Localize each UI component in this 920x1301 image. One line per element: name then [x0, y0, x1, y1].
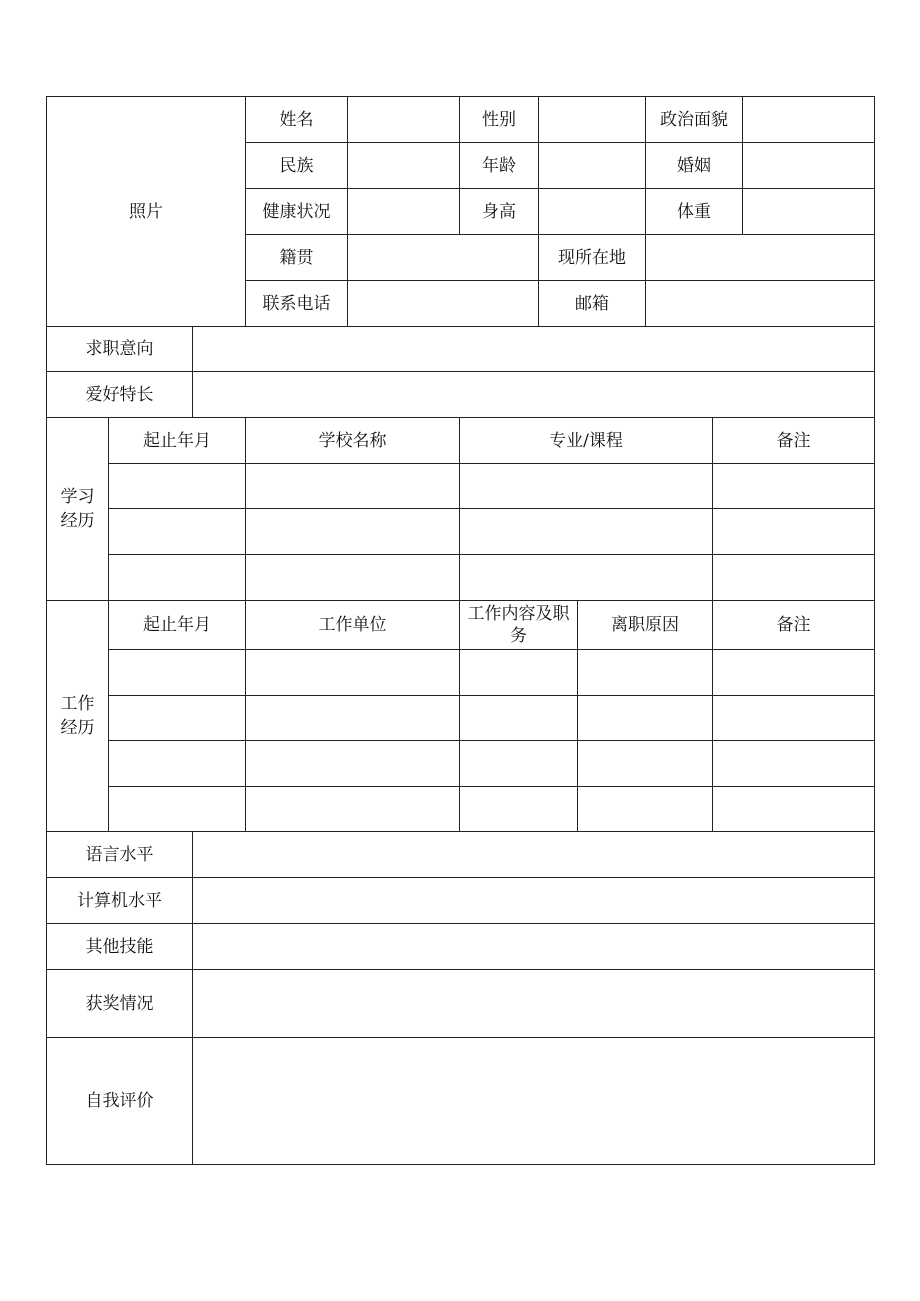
awards-field[interactable] — [192, 969, 875, 1038]
native-place-label: 籍贯 — [245, 234, 348, 281]
health-field[interactable] — [347, 188, 460, 235]
work-cell-employer[interactable] — [245, 649, 460, 696]
ethnicity-label: 民族 — [245, 142, 348, 189]
work-cell-notes[interactable] — [712, 649, 875, 696]
name-field[interactable] — [347, 96, 460, 143]
awards-label: 获奖情况 — [46, 969, 193, 1038]
job-intention-field[interactable] — [192, 326, 875, 372]
political-status-field[interactable] — [742, 96, 875, 143]
edu-cell-school[interactable] — [245, 463, 460, 509]
height-field[interactable] — [538, 188, 646, 235]
language-level-label: 语言水平 — [46, 831, 193, 878]
work-cell-employer[interactable] — [245, 786, 460, 832]
weight-field[interactable] — [742, 188, 875, 235]
work-cell-notes[interactable] — [712, 740, 875, 787]
work-header-period: 起止年月 — [108, 600, 246, 650]
language-level-field[interactable] — [192, 831, 875, 878]
work-cell-notes[interactable] — [712, 695, 875, 741]
political-status-label: 政治面貌 — [645, 96, 743, 143]
phone-label: 联系电话 — [245, 280, 348, 327]
gender-field[interactable] — [538, 96, 646, 143]
edu-header-school: 学校名称 — [245, 417, 460, 464]
photo-cell[interactable] — [46, 96, 246, 327]
edu-cell-school[interactable] — [245, 508, 460, 555]
work-cell-duties[interactable] — [459, 786, 578, 832]
edu-cell-period[interactable] — [108, 463, 246, 509]
edu-cell-notes[interactable] — [712, 554, 875, 601]
ethnicity-field[interactable] — [347, 142, 460, 189]
marital-status-label: 婚姻 — [645, 142, 743, 189]
marital-status-field[interactable] — [742, 142, 875, 189]
edu-header-notes: 备注 — [712, 417, 875, 464]
native-place-field[interactable] — [347, 234, 539, 281]
work-cell-employer[interactable] — [245, 695, 460, 741]
self-evaluation-field[interactable] — [192, 1037, 875, 1165]
work-header-leave-reason: 离职原因 — [577, 600, 713, 650]
hobbies-field[interactable] — [192, 371, 875, 418]
edu-cell-major[interactable] — [459, 463, 713, 509]
other-skills-label: 其他技能 — [46, 923, 193, 970]
email-field[interactable] — [645, 280, 875, 327]
edu-cell-notes[interactable] — [712, 463, 875, 509]
edu-cell-notes[interactable] — [712, 508, 875, 555]
work-cell-leave-reason[interactable] — [577, 740, 713, 787]
education-section-label: 学习 经历 — [46, 417, 109, 601]
current-location-field[interactable] — [645, 234, 875, 281]
age-label: 年龄 — [459, 142, 539, 189]
work-header-notes: 备注 — [712, 600, 875, 650]
height-label: 身高 — [459, 188, 539, 235]
work-cell-period[interactable] — [108, 695, 246, 741]
phone-field[interactable] — [347, 280, 539, 327]
other-skills-field[interactable] — [192, 923, 875, 970]
edu-cell-school[interactable] — [245, 554, 460, 601]
photo-label: 照片 — [129, 201, 163, 222]
hobbies-label: 爱好特长 — [46, 371, 193, 418]
work-cell-leave-reason[interactable] — [577, 649, 713, 696]
health-label: 健康状况 — [245, 188, 348, 235]
work-cell-duties[interactable] — [459, 695, 578, 741]
edu-cell-period[interactable] — [108, 554, 246, 601]
work-cell-duties[interactable] — [459, 649, 578, 696]
weight-label: 体重 — [645, 188, 743, 235]
work-section-label: 工作 经历 — [46, 600, 109, 832]
email-label: 邮箱 — [538, 280, 646, 327]
work-cell-notes[interactable] — [712, 786, 875, 832]
name-label: 姓名 — [245, 96, 348, 143]
self-evaluation-label: 自我评价 — [46, 1037, 193, 1165]
age-field[interactable] — [538, 142, 646, 189]
edu-cell-major[interactable] — [459, 554, 713, 601]
current-location-label: 现所在地 — [538, 234, 646, 281]
work-cell-employer[interactable] — [245, 740, 460, 787]
edu-cell-major[interactable] — [459, 508, 713, 555]
computer-level-field[interactable] — [192, 877, 875, 924]
work-cell-period[interactable] — [108, 786, 246, 832]
work-header-duties: 工作内容及职务 — [459, 600, 578, 650]
gender-label: 性别 — [459, 96, 539, 143]
work-header-employer: 工作单位 — [245, 600, 460, 650]
computer-level-label: 计算机水平 — [46, 877, 193, 924]
edu-header-period: 起止年月 — [108, 417, 246, 464]
work-cell-leave-reason[interactable] — [577, 786, 713, 832]
work-cell-period[interactable] — [108, 740, 246, 787]
job-intention-label: 求职意向 — [46, 326, 193, 372]
edu-cell-period[interactable] — [108, 508, 246, 555]
work-cell-leave-reason[interactable] — [577, 695, 713, 741]
work-cell-duties[interactable] — [459, 740, 578, 787]
edu-header-major: 专业/课程 — [459, 417, 713, 464]
work-cell-period[interactable] — [108, 649, 246, 696]
